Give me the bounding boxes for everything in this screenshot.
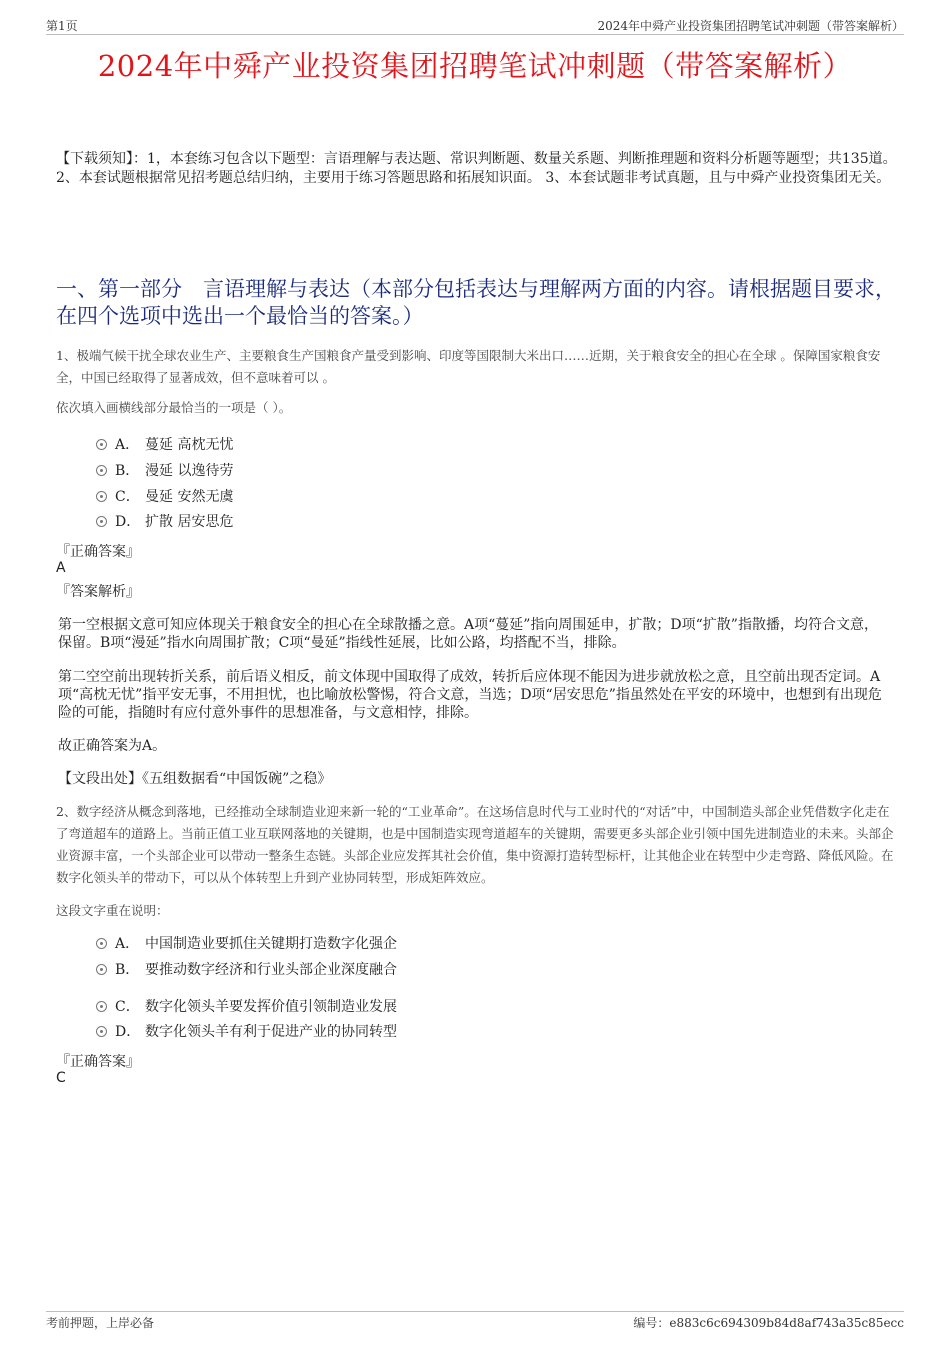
analysis-paragraph: 第一空根据文意可知应体现关于粮食安全的担心在全球散播之意。A项“蔓延”指向周围延申，扩散；D项“扩散”指散播，均符合文意，保留。B项“漫延”指水向周围扩散；C项“曼延”指线性延展，比如公路，均搭配不当，排除。 bbox=[58, 617, 878, 651]
footer-divider bbox=[46, 1311, 904, 1312]
document-title: 2024年中舜产业投资集团招聘笔试冲刺题（带答案解析） bbox=[97, 49, 853, 83]
option-text: 曼延 安然无虞 bbox=[145, 489, 234, 505]
question-1-option-c[interactable] bbox=[96, 486, 233, 508]
question-2-option-d[interactable] bbox=[96, 1021, 397, 1043]
option-text: 漫延 以逸待劳 bbox=[145, 463, 234, 479]
radio-icon[interactable] bbox=[96, 439, 107, 450]
radio-icon[interactable] bbox=[96, 938, 107, 949]
option-letter: B． bbox=[115, 962, 140, 978]
radio-icon[interactable] bbox=[96, 1001, 107, 1012]
question-2-option-b[interactable] bbox=[96, 959, 397, 981]
question-1-option-d[interactable] bbox=[96, 511, 233, 533]
option-text: 中国制造业要抓住关键期打造数字化强企 bbox=[145, 936, 397, 952]
download-notice: 【下载须知】：1，本套练习包含以下题型：言语理解与表达题、常识判断题、数量关系题、判断推理题和资料分析题等题型；共135道。 2、本套试题根据常见招考题总结归纳，主要用于练习答题思路和拓展知识面。 3、本套试题非考试真题，且与中舜产业投资集团无关。 bbox=[56, 151, 897, 186]
radio-icon[interactable] bbox=[96, 964, 107, 975]
text-source: 【文段出处】《五组数据看“中国饭碗”之稳》 bbox=[58, 771, 332, 787]
analysis-paragraph: 第二空空前出现转折关系，前后语义相反，前文体现中国取得了成效，转折后应体现不能因为进步就放松之意，且空前出现否定词。A项“高枕无忧”指平安无事，不用担忧，也比喻放松警惕，符合文意，当选；D项“居安思危”指虽然处在平安的环境中，也想到有出现危险的可能，指随时有应付意外事件的思想准备，与文意相悖，排除。 bbox=[58, 669, 882, 721]
answer-label: 『正确答案』 bbox=[56, 544, 140, 560]
question-1-text: 1、极端气候干扰全球农业生产、主要粮食生产国粮食产量受到影响、印度等国限制大米出口……近期，关于粮食安全的担心在全球 。保障国家粮食安全，中国已经取得了显著成效，但不意味着可以 。 bbox=[56, 348, 881, 385]
option-text: 要推动数字经济和行业头部企业深度融合 bbox=[145, 962, 397, 978]
option-text: 数字化领头羊要发挥价值引领制造业发展 bbox=[145, 999, 397, 1015]
question-2-option-a[interactable] bbox=[96, 933, 397, 955]
document-id: 编号：e883c6c694309b84d8af743a35c85ecc bbox=[633, 1316, 904, 1330]
option-letter: C． bbox=[115, 999, 140, 1015]
analysis-conclusion: 故正确答案为A。 bbox=[58, 738, 167, 754]
option-letter: A． bbox=[115, 437, 140, 453]
radio-icon[interactable] bbox=[96, 491, 107, 502]
option-text: 扩散 居安思危 bbox=[145, 514, 234, 530]
running-title: 2024年中舜产业投资集团招聘笔试冲刺题（带答案解析） bbox=[597, 19, 904, 33]
radio-icon[interactable] bbox=[96, 1026, 107, 1037]
section-heading: 一、第一部分 言语理解与表达（本部分包括表达与理解两方面的内容。请根据题目要求，在四个选项中选出一个最恰当的答案。） bbox=[56, 277, 896, 328]
question-2-option-c[interactable] bbox=[96, 996, 397, 1018]
radio-icon[interactable] bbox=[96, 516, 107, 527]
page-number: 第1页 bbox=[46, 19, 78, 33]
question-1-prompt: 依次填入画横线部分最恰当的一项是（ ）。 bbox=[56, 400, 292, 415]
option-letter: B． bbox=[115, 463, 140, 479]
answer-label: 『正确答案』 bbox=[56, 1054, 140, 1070]
correct-answer: C bbox=[56, 1070, 66, 1086]
footer-slogan: 考前押题，上岸必备 bbox=[46, 1316, 155, 1330]
option-letter: C． bbox=[115, 489, 140, 505]
question-2-text: 2、数字经济从概念到落地，已经推动全球制造业迎来新一轮的“工业革命”。在这场信息时代与工业时代的“对话”中，中国制造头部企业凭借数字化走在了弯道超车的道路上。当前正值工业互联网落地的关键期，也是中国制造实现弯道超车的关键期，需要更多头部企业引领中国先进制造业的未来。头部企业资源丰富，一个头部企业可以带动一整条生态链。头部企业应发挥其社会价值，集中资源打造转型标杆，让其他企业在转型中少走弯路、降低风险。在数字化领头羊的带动下，可以从个体转型上升到产业协同转型，形成矩阵效应。 bbox=[56, 804, 894, 885]
option-letter: D． bbox=[115, 1024, 141, 1040]
option-text: 数字化领头羊有利于促进产业的协同转型 bbox=[145, 1024, 397, 1040]
question-1-option-b[interactable] bbox=[96, 460, 233, 482]
option-letter: D． bbox=[115, 514, 141, 530]
analysis-label: 『答案解析』 bbox=[56, 584, 140, 600]
header-divider bbox=[46, 34, 904, 35]
correct-answer: A bbox=[56, 560, 66, 576]
question-2-prompt: 这段文字重在说明： bbox=[56, 903, 169, 918]
option-text: 蔓延 高枕无忧 bbox=[145, 437, 234, 453]
question-1-option-a[interactable] bbox=[96, 434, 233, 456]
radio-icon[interactable] bbox=[96, 465, 107, 476]
option-letter: A． bbox=[115, 936, 140, 952]
